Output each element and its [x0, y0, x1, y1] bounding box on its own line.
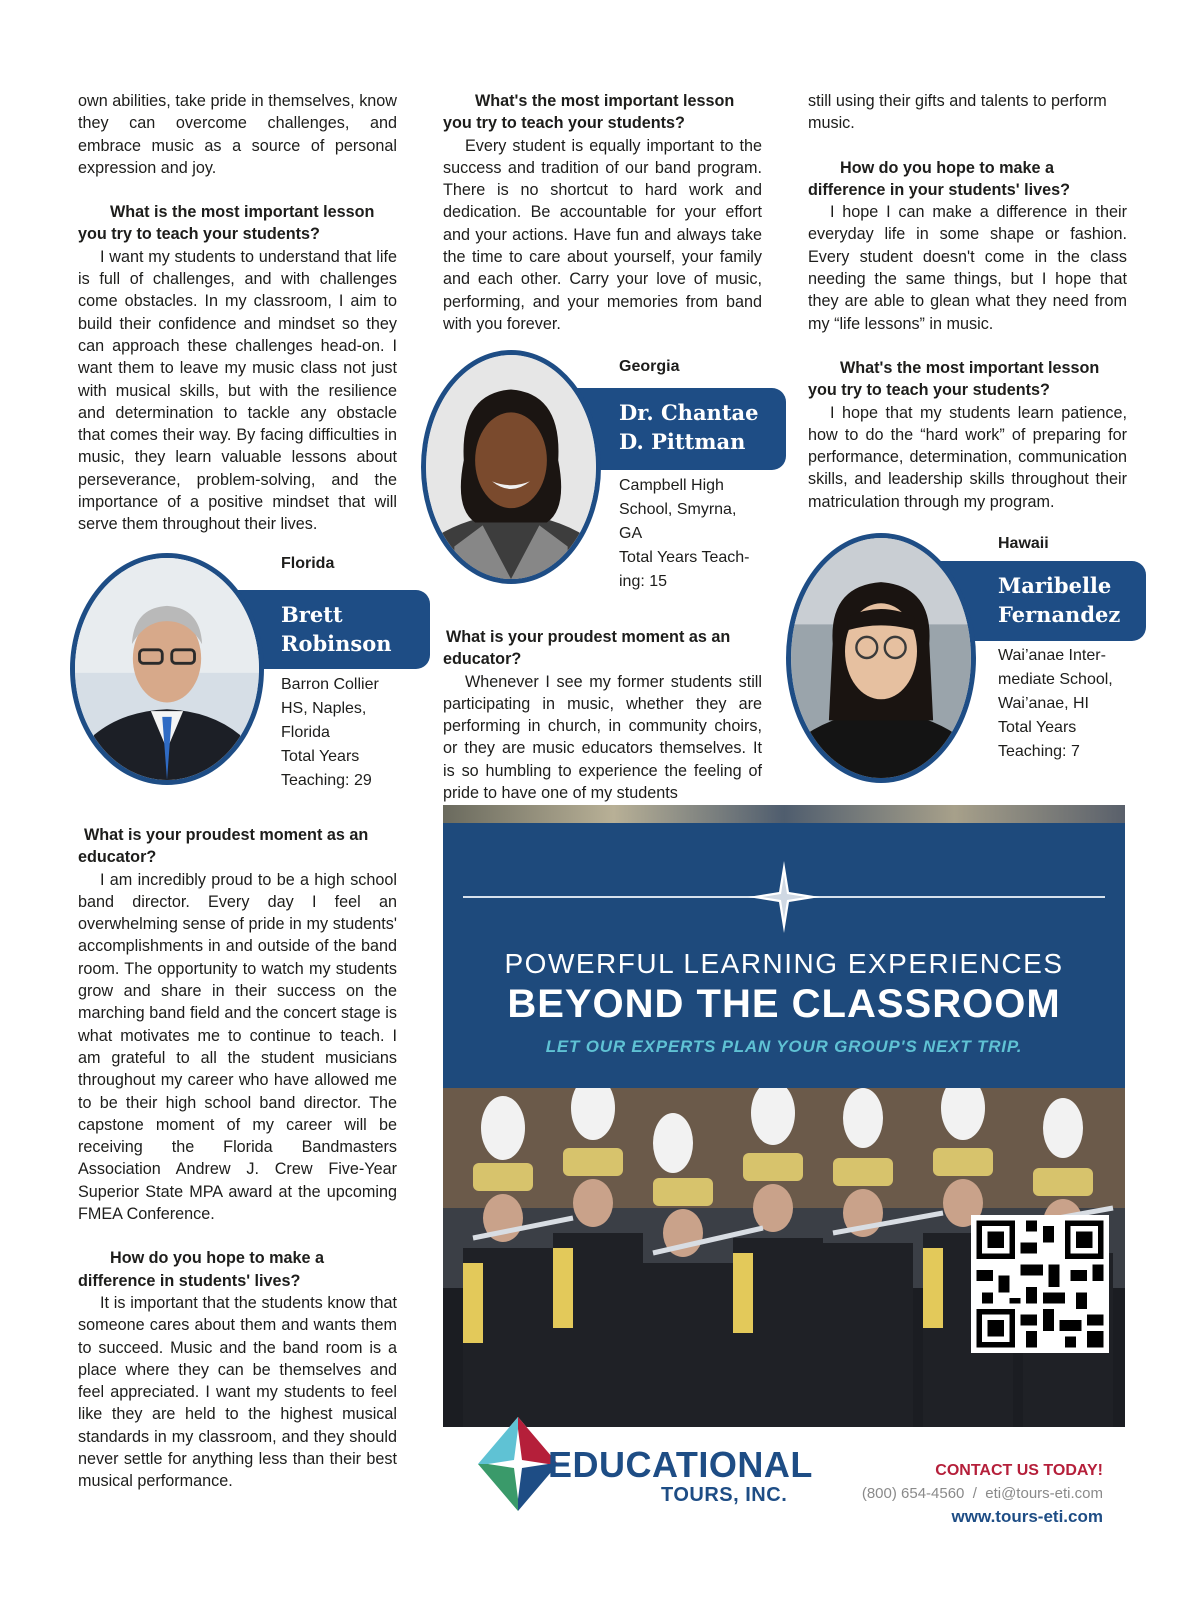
- right-question-1: How do you hope to make a difference in your students' lives?: [808, 158, 1071, 199]
- logo-wordmark-line1: EDUCATIONAL: [548, 1444, 813, 1485]
- profile-nameplate: Brett Robinson: [220, 590, 430, 669]
- profile-maribelle-fernandez: [786, 533, 1146, 788]
- profile-state: Hawaii: [998, 535, 1049, 552]
- qr-code[interactable]: [971, 1215, 1109, 1353]
- middle-answer-1: Every student is equally important to the success and tradition of our band program. There is no shortcut to hard work and dedication. Be accountable for your effort and your actions. Have fun and always take the time to care about yourself, your family and each other. Carry your love of music, performing, and your memories from band with you forever.: [443, 136, 762, 333]
- left-intro: own abilities, take pride in themselves, know they can overcome challenges, and embrace music as a source of personal expression and joy.: [78, 92, 397, 177]
- ad-headline-2: BEYOND THE CLASSROOM: [507, 982, 1061, 1026]
- right-question-2: What's the most important lesson you try to teach your students?: [808, 358, 1100, 400]
- ad-top-photo-strip: [443, 805, 1125, 823]
- right-answer-2: I hope that my students learn patience, how to do the “hard work” of preparing for performance, determination, communication skills, and leadership skills throughout their matriculation through my program.: [808, 403, 1127, 511]
- left-question-2: What is your proudest moment as an educator?: [78, 826, 369, 867]
- contact-block: [800, 1459, 1103, 1528]
- left-question-1: What is the most important lesson you try to teach your students?: [78, 203, 375, 244]
- right-column: [808, 90, 1127, 513]
- contact-cta: CONTACT US TODAY!: [935, 1462, 1103, 1479]
- profile-info: Wai’anae Inter- mediate School, Wai’anae, HI Total Years Teaching: 7: [998, 647, 1113, 760]
- middle-column: [443, 90, 762, 335]
- profile-nameplate: Maribelle Fernandez: [936, 561, 1146, 641]
- left-answer-3: It is important that the students know that someone cares about them and wants them to succeed. Music and the band room is a place where they can be themselves and feel appreciated. I want my students to feel like they are held to the highest musical standards in my classroom, and they should never settle for anything less than their best musical performance.: [78, 1293, 397, 1491]
- middle-answer-2: Whenever I see my former students still participating in music, whether they are performing in church, in community choirs, or they are music educators themselves. It is so humbling to experience the feeling of pride to have one of my students: [443, 672, 762, 803]
- contact-website-link[interactable]: www.tours-eti.com: [951, 1507, 1103, 1526]
- profile-nameplate: Dr. Chantae D. Pittman: [571, 388, 786, 470]
- profile-chantae-pittman: [421, 350, 791, 610]
- profile-state: Georgia: [619, 358, 680, 375]
- profile-state: Florida: [281, 555, 335, 572]
- middle-question-1: What's the most important lesson you try to teach your students?: [443, 92, 735, 133]
- educational-tours-ad[interactable]: [443, 805, 1125, 1427]
- middle-column-lower: [443, 626, 762, 804]
- middle-question-2: What is your proudest moment as an educator?: [443, 628, 731, 669]
- ad-banner: [443, 805, 1125, 1088]
- profile-info: Barron Collier HS, Naples, Florida Total Years Teaching: 29: [281, 676, 379, 789]
- left-column-lower: [78, 824, 397, 1493]
- ad-tagline: LET OUR EXPERTS PLAN YOUR GROUP'S NEXT TRIP.: [545, 1037, 1023, 1056]
- contact-phone-email[interactable]: (800) 654-4560 / eti@tours-eti.com: [861, 1485, 1103, 1502]
- ad-divider-left: [463, 896, 755, 898]
- ad-divider-right: [813, 896, 1105, 898]
- right-intro: still using their gifts and talents to perform music.: [808, 92, 1107, 133]
- right-answer-1: I hope I can make a difference in their everyday life in some shape or fashion. Every student doesn't come in the class needing the same things, but I hope that they are able to glean what they need from my “life lessons” in music.: [808, 203, 1127, 333]
- profile-brett-robinson: [70, 555, 430, 805]
- left-column: [78, 90, 397, 536]
- portrait-photo: [421, 350, 601, 584]
- ad-headline-1: POWERFUL LEARNING EXPERIENCES: [504, 948, 1064, 979]
- portrait-photo: [70, 553, 264, 785]
- left-answer-1: I want my students to understand that life is full of challenges, and with challenges come obstacles. In my classroom, I aim to build their confidence and mindset so they can approach these challenges head-on. I want them to leave my music class not just with musical skills, but with the resilience and determination to tackle any obstacle that comes their way. By facing difficulties in music, they learn valuable lessons about perseverance, problem-solving, and the importance of a positive mindset that will serve them throughout their lives.: [78, 247, 397, 534]
- left-question-3: How do you hope to make a difference in students' lives?: [78, 1249, 325, 1290]
- compass-star-icon: [748, 861, 820, 933]
- portrait-photo: [786, 533, 976, 783]
- logo-wordmark-line2: TOURS, INC.: [661, 1484, 788, 1506]
- profile-info: Campbell High School, Smyrna, GA Total Years Teach- ing: 15: [619, 477, 750, 590]
- left-answer-2: I am incredibly proud to be a high school band director. Every day I feel an overwhelming sense of pride in my students' accomplishments in and outside of the band room. The opportunity to watch my students grow and share in their success on the marching band field and the concert stage is what motivates me to continue to teach. I am grateful to all the student musicians throughout my career who have allowed me to be their high school band director. The capstone moment of my career will be receiving the Florida Bandmasters Association Andrew J. Crew Five-Year Superior State MPA award at the upcoming FMEA Conference.: [78, 870, 397, 1224]
